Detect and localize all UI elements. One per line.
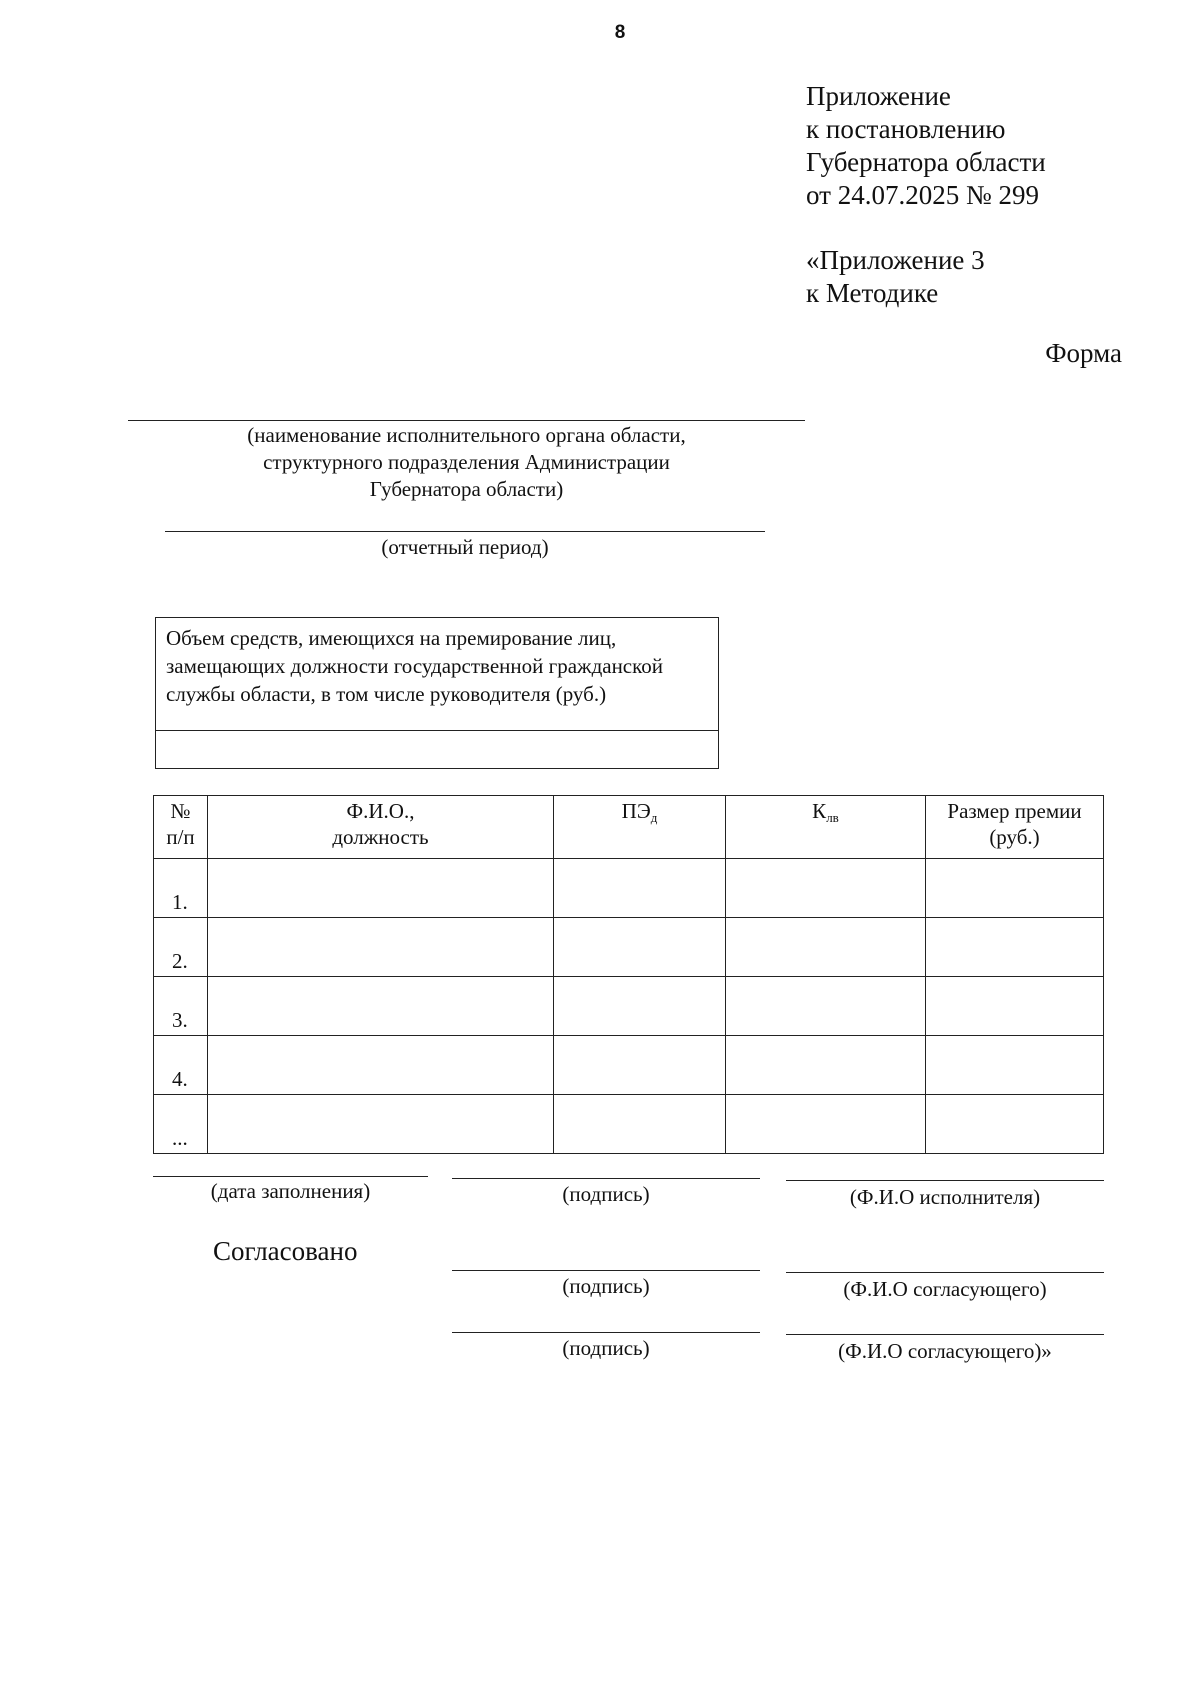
page-number: 8 xyxy=(614,22,626,43)
appendix-line: к постановлению xyxy=(806,114,1006,144)
signature-caption-approver-1: (подпись) xyxy=(562,1274,650,1298)
header-klv xyxy=(726,796,926,859)
header-klv-subscript: лв xyxy=(826,810,839,825)
header-bonus-line2: (руб.) xyxy=(989,825,1040,849)
cell-bonus[interactable] xyxy=(926,918,1104,977)
row-number: 2. xyxy=(154,918,208,977)
header-ped-label: ПЭ xyxy=(621,799,651,823)
cell-ped[interactable] xyxy=(554,859,726,918)
signature-caption-approver-2: (подпись) xyxy=(562,1336,650,1360)
period-line[interactable] xyxy=(165,531,765,532)
budget-box xyxy=(155,617,719,769)
cell-klv[interactable] xyxy=(726,918,926,977)
cell-fio[interactable] xyxy=(208,859,554,918)
table-row xyxy=(154,1095,1104,1154)
header-klv-label: К xyxy=(812,799,827,823)
cell-ped[interactable] xyxy=(554,918,726,977)
header-number-line1: № xyxy=(170,799,191,823)
bonus-table xyxy=(153,795,1104,1154)
org-caption-line: структурного подразделения Администрации xyxy=(263,450,670,474)
row-number: 1. xyxy=(154,859,208,918)
cell-fio[interactable] xyxy=(208,1036,554,1095)
header-ped-subscript: д xyxy=(650,810,658,825)
row-number: 3. xyxy=(154,977,208,1036)
org-caption-line: (наименование исполнительного органа области, xyxy=(247,423,686,447)
header-fio-line1: Ф.И.О., xyxy=(346,799,415,823)
table-row xyxy=(154,918,1104,977)
approver-name-line-2[interactable] xyxy=(786,1334,1104,1335)
row-number: 4. xyxy=(154,1036,208,1095)
org-caption xyxy=(128,422,805,503)
cell-klv[interactable] xyxy=(726,859,926,918)
approver-caption-2: (Ф.И.О согласующего)» xyxy=(838,1339,1052,1363)
cell-bonus[interactable] xyxy=(926,977,1104,1036)
row-number: ... xyxy=(154,1095,208,1154)
form-label: Форма xyxy=(1045,338,1122,368)
cell-bonus[interactable] xyxy=(926,1036,1104,1095)
cell-ped[interactable] xyxy=(554,1095,726,1154)
table-row xyxy=(154,1036,1104,1095)
cell-bonus[interactable] xyxy=(926,1095,1104,1154)
table-row xyxy=(154,977,1104,1036)
signature-line-executor[interactable] xyxy=(452,1178,760,1179)
period-caption: (отчетный период) xyxy=(381,535,549,559)
fill-date-line[interactable] xyxy=(153,1176,428,1177)
appendix-header xyxy=(806,80,1046,310)
cell-fio[interactable] xyxy=(208,918,554,977)
header-number xyxy=(154,796,208,859)
approver-caption-1: (Ф.И.О согласующего) xyxy=(843,1277,1047,1301)
table-header-row xyxy=(154,796,1104,859)
header-bonus xyxy=(926,796,1104,859)
header-number-line2: п/п xyxy=(166,825,195,849)
appendix-line: «Приложение 3 xyxy=(806,245,985,275)
cell-ped[interactable] xyxy=(554,977,726,1036)
budget-box-text: Объем средств, имеющихся на премирование лиц, замещающих должности государственной гражданской службы области, в том числе руководителя (руб.) xyxy=(166,626,664,706)
appendix-line: Губернатора области xyxy=(806,147,1046,177)
approver-name-line-1[interactable] xyxy=(786,1272,1104,1273)
executor-name-line[interactable] xyxy=(786,1180,1104,1181)
agreed-label: Согласовано xyxy=(213,1236,358,1266)
signature-line-approver-2[interactable] xyxy=(452,1332,760,1333)
cell-bonus[interactable] xyxy=(926,859,1104,918)
executor-caption: (Ф.И.О исполнителя) xyxy=(849,1185,1041,1209)
header-fio-line2: должность xyxy=(332,825,429,849)
cell-ped[interactable] xyxy=(554,1036,726,1095)
cell-klv[interactable] xyxy=(726,1095,926,1154)
appendix-line: от 24.07.2025 № 299 xyxy=(806,180,1039,210)
cell-klv[interactable] xyxy=(726,977,926,1036)
org-caption-line: Губернатора области) xyxy=(369,477,564,501)
appendix-line: Приложение xyxy=(806,81,951,111)
header-bonus-line1: Размер премии xyxy=(947,799,1082,823)
header-ped xyxy=(554,796,726,859)
appendix-line: к Методике xyxy=(806,278,939,308)
cell-fio[interactable] xyxy=(208,1095,554,1154)
signature-line-approver-1[interactable] xyxy=(452,1270,760,1271)
header-fio xyxy=(208,796,554,859)
table-row xyxy=(154,859,1104,918)
org-name-line[interactable] xyxy=(128,420,805,421)
fill-date-caption: (дата заполнения) xyxy=(210,1179,371,1203)
budget-divider xyxy=(156,730,718,731)
signature-caption-executor: (подпись) xyxy=(562,1182,650,1206)
cell-fio[interactable] xyxy=(208,977,554,1036)
cell-klv[interactable] xyxy=(726,1036,926,1095)
